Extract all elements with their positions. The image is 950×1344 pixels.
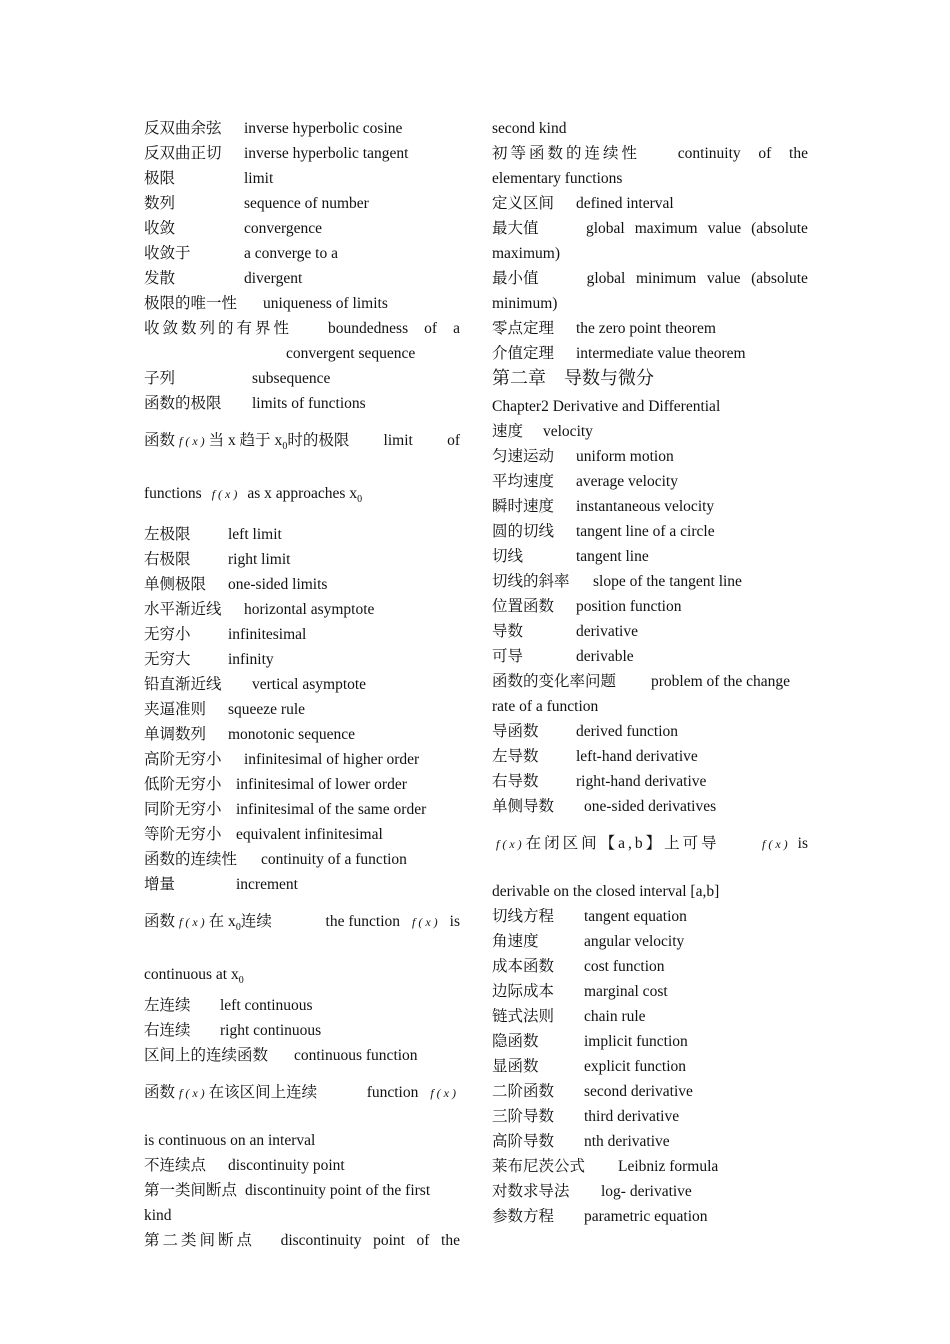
term-row <box>492 669 808 694</box>
term-row <box>492 1104 808 1129</box>
term-en: continuity <box>677 145 741 162</box>
term-zh: 介值定理 <box>492 345 555 362</box>
term-en: limit <box>383 432 413 449</box>
term-row <box>144 241 460 266</box>
term-row <box>492 191 808 216</box>
term-zh: 发散 <box>144 270 176 287</box>
term-row <box>492 1029 808 1054</box>
term-zh: 切线方程 <box>492 908 555 925</box>
term-row <box>144 116 460 141</box>
term-zh: 链式法则 <box>492 1008 555 1025</box>
term-zh: 切线的斜率 <box>492 573 570 590</box>
term-en: boundedness <box>328 320 409 337</box>
term-en: third derivative <box>584 1108 680 1125</box>
term-zh <box>144 1080 317 1106</box>
term-row <box>144 647 460 672</box>
term-en: implicit function <box>584 1033 688 1050</box>
term-row <box>492 266 808 291</box>
term-en: discontinuity point of the first <box>245 1182 431 1199</box>
math-fx: f ( x ) <box>211 487 238 501</box>
term-zh: 高阶导数 <box>492 1133 555 1150</box>
term-en: discontinuity point <box>228 1157 345 1174</box>
math-fx: f ( x ) <box>179 915 205 929</box>
term-en: kind <box>144 1207 172 1224</box>
math-fx: f ( x ) <box>762 837 788 851</box>
term-zh: 高阶无穷小 <box>144 751 222 768</box>
term-zh: 函数的极限 <box>144 395 222 412</box>
term-en: a converge to a <box>244 245 338 262</box>
term-en-part: is <box>449 913 460 930</box>
term-zh: 瞬时速度 <box>492 498 555 515</box>
term-row <box>492 594 808 619</box>
term-en: nth derivative <box>584 1133 670 1150</box>
term-en: increment <box>236 876 298 893</box>
term-en: continuity of a function <box>261 851 407 868</box>
left-column <box>144 116 460 1253</box>
term-en: elementary functions <box>492 170 623 187</box>
term-en: derivable <box>576 648 634 665</box>
term-en <box>326 909 460 940</box>
term-zh: 角速度 <box>492 933 539 950</box>
term-zh: 对数求导法 <box>492 1183 570 1200</box>
term-zh: 匀速运动 <box>492 448 555 465</box>
term-en: maximum <box>634 220 698 237</box>
term-row <box>492 644 808 669</box>
term-en: convergence <box>244 220 323 237</box>
term-row <box>144 909 460 940</box>
spacer <box>144 940 460 962</box>
math-fx: f ( x ) <box>496 837 522 851</box>
term-row <box>144 191 460 216</box>
term-zh: 反双曲余弦 <box>144 120 222 137</box>
term-en: value <box>707 220 742 237</box>
term-zh: 莱布尼茨公式 <box>492 1158 586 1175</box>
term-zh-part: 函数 <box>144 1084 176 1101</box>
term-zh: 最大值 <box>492 220 539 237</box>
term-en: right limit <box>228 551 291 568</box>
term-zh: 切线 <box>492 548 524 565</box>
term-en: Chapter2 Derivative and Differential <box>492 398 721 415</box>
term-row <box>144 428 460 459</box>
term-zh: 区间上的连续函数 <box>144 1047 269 1064</box>
term-row <box>492 769 808 794</box>
term-row <box>492 544 808 569</box>
term-en: marginal cost <box>584 983 668 1000</box>
term-zh: 无穷小 <box>144 626 191 643</box>
term-zh: 导数 <box>492 623 524 640</box>
term-row-continuation <box>144 1128 460 1153</box>
term-zh: 边际成本 <box>492 983 555 1000</box>
term-en: problem of the change <box>651 673 791 690</box>
term-row <box>492 1179 808 1204</box>
term-en: functions <box>144 485 202 502</box>
term-en-part: is <box>797 835 808 852</box>
term-zh: 左导数 <box>492 748 539 765</box>
term-zh: 无穷大 <box>144 651 191 668</box>
term-zh: 左连续 <box>144 997 191 1014</box>
term-en: subsequence <box>252 370 331 387</box>
term-zh: 可导 <box>492 648 524 665</box>
term-zh: 定义区间 <box>492 195 555 212</box>
term-row <box>492 141 808 166</box>
term-zh: 位置函数 <box>492 598 555 615</box>
term-zh: 单调数列 <box>144 726 207 743</box>
term-en: equivalent infinitesimal <box>236 826 383 843</box>
term-row <box>144 597 460 622</box>
spacer <box>144 459 460 481</box>
term-en: minimum) <box>492 295 558 312</box>
math-fx: f ( x ) <box>179 434 205 448</box>
term-zh-part: 当 x 趋于 x <box>208 432 283 449</box>
term-en: sequence of number <box>244 195 369 212</box>
chapter-heading: 第二章 导数与微分 <box>492 368 654 389</box>
spacer <box>492 857 808 879</box>
term-en: is continuous on an interval <box>144 1132 316 1149</box>
term-en: infinitesimal of lower order <box>236 776 407 793</box>
term-en: global <box>586 270 626 287</box>
term-zh: 速度 <box>492 423 524 440</box>
term-en: intermediate value theorem <box>576 345 746 362</box>
term-zh: 数列 <box>144 195 176 212</box>
term-row <box>492 494 808 519</box>
term-zh: 不连续点 <box>144 1157 207 1174</box>
term-row <box>492 1129 808 1154</box>
term-row <box>144 872 460 897</box>
term-en: average velocity <box>576 473 678 490</box>
term-zh-part: 在闭区间【a,b】上可导 <box>525 835 720 852</box>
term-en: defined interval <box>576 195 674 212</box>
term-row <box>144 266 460 291</box>
term-row <box>492 929 808 954</box>
term-row <box>144 391 460 416</box>
term-zh-part: 时的极限 <box>287 432 350 449</box>
term-en: infinitesimal of the same order <box>236 801 427 818</box>
term-en: chain rule <box>584 1008 646 1025</box>
term-zh: 等阶无穷小 <box>144 826 222 843</box>
term-zh-part: 在该区间上连续 <box>208 1084 318 1101</box>
term-row-continuation <box>492 291 808 316</box>
term-row <box>144 622 460 647</box>
term-en <box>752 831 808 857</box>
term-zh: 同阶无穷小 <box>144 801 222 818</box>
term-zh: 水平渐近线 <box>144 601 222 618</box>
term-row <box>492 1054 808 1079</box>
term-row <box>144 993 460 1018</box>
term-row <box>144 366 460 391</box>
term-en: global <box>585 220 625 237</box>
term-zh: 隐函数 <box>492 1033 539 1050</box>
term-row <box>144 1080 460 1106</box>
term-row <box>144 1043 460 1068</box>
term-row <box>492 216 808 241</box>
term-row <box>144 772 460 797</box>
term-en: vertical asymptote <box>252 676 367 693</box>
term-en: of <box>447 432 460 449</box>
term-row <box>492 341 808 366</box>
term-zh: 三阶导数 <box>492 1108 555 1125</box>
term-zh: 最小值 <box>492 270 539 287</box>
term-zh: 收敛于 <box>144 245 191 262</box>
term-zh <box>492 831 720 857</box>
term-en: discontinuity <box>280 1232 362 1249</box>
term-en: derived function <box>576 723 679 740</box>
term-en: rate of a function <box>492 698 599 715</box>
term-row <box>144 697 460 722</box>
term-row-continuation <box>144 481 460 512</box>
term-row <box>144 522 460 547</box>
term-row <box>492 979 808 1004</box>
term-en: one-sided derivatives <box>584 798 717 815</box>
term-row <box>492 744 808 769</box>
term-en: (absolute <box>751 270 808 287</box>
term-en: minimum <box>636 270 697 287</box>
term-row <box>492 569 808 594</box>
term-row-continuation <box>492 166 808 191</box>
term-en: left-hand derivative <box>576 748 698 765</box>
term-row <box>492 794 808 819</box>
term-row <box>144 1018 460 1043</box>
term-en: velocity <box>543 423 593 440</box>
term-row <box>144 316 460 341</box>
term-en: cost function <box>584 958 665 975</box>
subscript: 0 <box>357 494 363 505</box>
term-en: uniqueness of limits <box>263 295 388 312</box>
term-zh: 第一类间断点 <box>144 1182 238 1199</box>
term-en: infinity <box>228 651 274 668</box>
term-en: right-hand derivative <box>576 773 707 790</box>
term-en: (absolute <box>751 220 808 237</box>
term-row-continuation <box>144 1203 460 1228</box>
spacer <box>144 1106 460 1128</box>
term-row <box>144 672 460 697</box>
term-zh: 单侧导数 <box>492 798 555 815</box>
term-zh: 显函数 <box>492 1058 539 1075</box>
term-en: the <box>441 1232 460 1249</box>
term-en: of <box>758 145 772 162</box>
term-zh: 第二类间断点 <box>144 1232 256 1249</box>
term-zh: 单侧极限 <box>144 576 207 593</box>
term-zh: 反双曲正切 <box>144 145 222 162</box>
term-zh: 极限的唯一性 <box>144 295 238 312</box>
term-en: slope of the tangent line <box>593 573 742 590</box>
term-zh: 右导数 <box>492 773 539 790</box>
term-row <box>492 469 808 494</box>
term-zh: 导函数 <box>492 723 539 740</box>
term-en: continuous function <box>294 1047 418 1064</box>
term-row <box>492 954 808 979</box>
term-row <box>492 1079 808 1104</box>
term-zh: 极限 <box>144 170 176 187</box>
term-en: convergent sequence <box>286 345 416 362</box>
term-en: right continuous <box>220 1022 322 1039</box>
term-row <box>492 831 808 857</box>
math-fx: f ( x ) <box>179 1086 205 1100</box>
subscript: 0 <box>282 441 288 452</box>
term-row <box>144 141 460 166</box>
term-en: Leibniz formula <box>618 1158 719 1175</box>
term-zh <box>144 428 349 459</box>
term-en: the <box>789 145 808 162</box>
term-en: angular velocity <box>584 933 685 950</box>
term-en: parametric equation <box>584 1208 708 1225</box>
term-en: derivable on the closed interval [a,b] <box>492 883 720 900</box>
term-row <box>144 1178 460 1203</box>
math-fx: f ( x ) <box>412 915 438 929</box>
term-row-continuation <box>144 962 460 993</box>
term-en: tangent line <box>576 548 649 565</box>
right-column <box>492 116 808 1229</box>
term-zh: 收敛 <box>144 220 176 237</box>
term-zh: 函数的变化率问题 <box>492 673 617 690</box>
term-row-continuation <box>492 116 808 141</box>
term-en: log- derivative <box>601 1183 692 1200</box>
term-zh: 成本函数 <box>492 958 555 975</box>
term-row <box>492 316 808 341</box>
term-en-part: function <box>366 1084 419 1101</box>
subscript: 0 <box>235 922 241 933</box>
term-en: left limit <box>228 526 282 543</box>
term-row-continuation <box>492 241 808 266</box>
term-en: point <box>373 1232 405 1249</box>
term-en: explicit function <box>584 1058 687 1075</box>
term-row <box>492 619 808 644</box>
term-en: of <box>416 1232 430 1249</box>
term-zh: 铅直渐近线 <box>144 676 222 693</box>
term-zh: 右极限 <box>144 551 191 568</box>
term-en: limits of functions <box>252 395 366 412</box>
term-en: continuous at x <box>144 966 239 983</box>
term-zh: 函数的连续性 <box>144 851 238 868</box>
term-zh: 平均速度 <box>492 473 555 490</box>
term-en: of <box>424 320 438 337</box>
term-en: squeeze rule <box>228 701 306 718</box>
term-en: the zero point theorem <box>576 320 716 337</box>
term-zh: 低阶无穷小 <box>144 776 222 793</box>
term-en: second kind <box>492 120 567 137</box>
term-row <box>492 444 808 469</box>
term-en: derivative <box>576 623 638 640</box>
term-row <box>144 822 460 847</box>
term-row <box>144 747 460 772</box>
term-en: inverse hyperbolic tangent <box>244 145 409 162</box>
term-en: divergent <box>244 270 303 287</box>
term-en: as x approaches x <box>247 485 358 502</box>
term-zh: 圆的切线 <box>492 523 555 540</box>
term-zh-part: 函数 <box>144 913 176 930</box>
chapter-title-en <box>492 394 808 419</box>
term-zh: 参数方程 <box>492 1208 555 1225</box>
term-row <box>144 1153 460 1178</box>
term-en: uniform motion <box>576 448 674 465</box>
term-en: infinitesimal of higher order <box>244 751 420 768</box>
term-en <box>367 1080 460 1106</box>
term-en: instantaneous velocity <box>576 498 715 515</box>
term-row <box>144 166 460 191</box>
term-en: horizontal asymptote <box>244 601 375 618</box>
term-row <box>144 547 460 572</box>
term-en-part: the function <box>325 913 400 930</box>
term-zh <box>144 909 272 940</box>
term-row <box>144 291 460 316</box>
term-en: one-sided limits <box>228 576 328 593</box>
term-row <box>492 1204 808 1229</box>
term-zh: 收敛数列的有界性 <box>144 320 293 337</box>
term-row <box>144 216 460 241</box>
term-en: position function <box>576 598 682 615</box>
term-row <box>144 847 460 872</box>
term-zh: 二阶函数 <box>492 1083 555 1100</box>
term-row <box>492 1154 808 1179</box>
term-row <box>492 904 808 929</box>
term-row <box>144 797 460 822</box>
term-zh: 左极限 <box>144 526 191 543</box>
math-fx: f ( x ) <box>430 1086 456 1100</box>
term-row <box>492 519 808 544</box>
term-zh: 初等函数的连续性 <box>492 145 641 162</box>
term-en: monotonic sequence <box>228 726 355 743</box>
term-zh: 零点定理 <box>492 320 555 337</box>
term-en: second derivative <box>584 1083 693 1100</box>
term-row <box>144 572 460 597</box>
term-en: a <box>453 320 460 337</box>
term-zh: 子列 <box>144 370 176 387</box>
term-row <box>492 1004 808 1029</box>
term-zh-part: 函数 <box>144 432 176 449</box>
term-row <box>144 1228 460 1253</box>
term-row <box>492 419 808 444</box>
term-row-continuation <box>492 694 808 719</box>
term-row <box>144 722 460 747</box>
term-zh-part: 连续 <box>240 913 272 930</box>
subscript: 0 <box>238 975 244 986</box>
term-en: tangent line of a circle <box>576 523 715 540</box>
term-zh: 夹逼准则 <box>144 701 207 718</box>
term-row-continuation <box>492 879 808 904</box>
term-row <box>492 719 808 744</box>
term-en: left continuous <box>220 997 313 1014</box>
term-zh: 增量 <box>144 876 176 893</box>
term-en: limit <box>244 170 274 187</box>
term-en: infinitesimal <box>228 626 307 643</box>
term-en: maximum) <box>492 245 561 262</box>
term-en: value <box>706 270 741 287</box>
term-en: inverse hyperbolic cosine <box>244 120 403 137</box>
term-zh: 右连续 <box>144 1022 191 1039</box>
term-zh-part: 在 x <box>208 913 236 930</box>
term-en: tangent equation <box>584 908 687 925</box>
term-row-continuation <box>144 341 460 366</box>
